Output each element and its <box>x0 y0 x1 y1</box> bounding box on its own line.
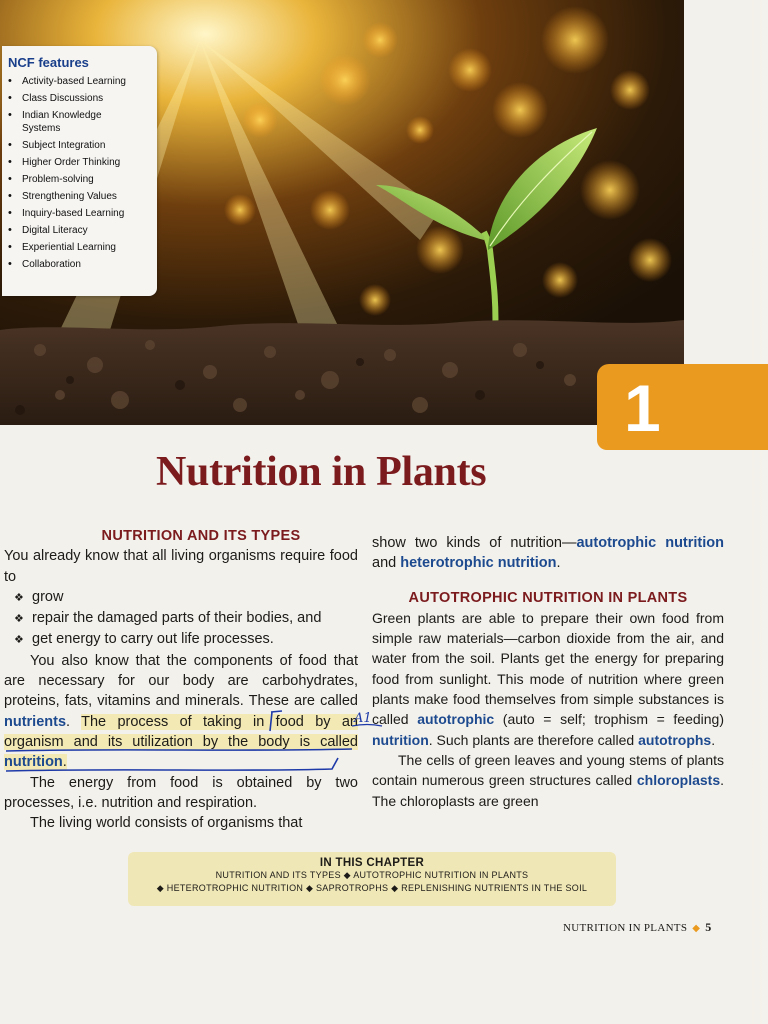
term-nutrients: nutrients <box>4 713 67 730</box>
star-bullet-icon: ❖ <box>14 591 24 604</box>
term-autotrophs: autotrophs <box>638 731 712 748</box>
chapter-number-tab <box>597 364 768 450</box>
term-heterotrophic-nutrition: heterotrophic nutrition <box>400 555 557 572</box>
bullet-item: ❖ grow <box>4 587 358 608</box>
ncf-feature-item: • Indian Knowledge Systems <box>8 109 118 135</box>
chloroplast-paragraph: The cells of green leaves and young stems of plants contain numerous green structures called chloroplasts. The chloroplasts are green <box>372 751 724 809</box>
in-this-chapter-topics: NUTRITION AND ITS TYPES ◆ AUTOTROPHIC NUTRITION IN PLANTS <box>215 870 529 880</box>
ncf-feature-item: • Strengthening Values <box>8 190 157 203</box>
left-column <box>4 526 358 833</box>
in-this-chapter-title: IN THIS CHAPTER <box>319 857 425 869</box>
page-number: 5 <box>705 920 712 934</box>
highlighted-definition: The process of taking in food by an organism and its utilization by the body is called nutrition. <box>4 713 358 771</box>
living-world-paragraph: The living world consists of organisms that <box>30 815 303 832</box>
ncf-feature-item: • Class Discussions <box>8 92 157 105</box>
in-this-chapter-box <box>128 852 616 906</box>
term-nutrition: nutrition <box>372 731 429 748</box>
ncf-feature-item: • Inquiry-based Learning <box>8 207 157 220</box>
star-bullet-icon: ❖ <box>14 613 24 626</box>
autotrophic-paragraph: Green plants are able to prepare their own food from simple raw materials—carbon dioxide from the air, and water from the soil. Plants get the energy for preparing food from sunlight. This mode of nutrition where green plants make food themselves from simple substances is called autotrophic (auto = self; trophism = feeding) nutrition. Such plants are therefore called autotrophs. <box>372 609 724 748</box>
running-title: NUTRITION IN PLANTS <box>563 922 688 934</box>
diamond-icon: ◆ <box>692 923 701 934</box>
right-column <box>372 533 724 811</box>
chapter-title: Nutrition in Plants <box>156 449 487 495</box>
ncf-features-list <box>8 75 157 271</box>
term-autotrophic-nutrition: autotrophic nutrition <box>576 535 725 551</box>
margin-note-a1: A1 <box>354 711 372 726</box>
star-bullet-icon: ❖ <box>14 634 24 647</box>
intro-paragraph: You already know that all living organisms require food to <box>4 548 358 585</box>
ncf-feature-item: • Problem-solving <box>8 173 157 186</box>
section-heading-nutrition-types: NUTRITION AND ITS TYPES <box>101 528 301 544</box>
ncf-features-box <box>2 46 157 296</box>
ncf-feature-item: • Higher Order Thinking <box>8 156 157 169</box>
ncf-feature-item: • Digital Literacy <box>8 224 157 237</box>
ncf-features-title: NCF features <box>8 55 89 70</box>
term-nutrition: nutrition <box>4 754 63 771</box>
term-chloroplasts: chloroplasts <box>636 772 721 789</box>
bullet-item: ❖ repair the damaged parts of their bodies, and <box>4 608 358 629</box>
energy-paragraph: The energy from food is obtained by two processes, i.e. nutrition and respiration. <box>4 774 358 811</box>
ncf-feature-item: • Activity-based Learning <box>8 75 157 88</box>
in-this-chapter-topics: ◆ HETEROTROPHIC NUTRITION ◆ SAPROTROPHS ◆ REPLENISHING NUTRIENTS IN THE SOIL <box>156 883 588 893</box>
page-footer <box>563 920 712 935</box>
term-autotrophic: autotrophic <box>417 711 495 728</box>
nutrients-paragraph: You also know that the components of food that are necessary for our body are carbohydrates, proteins, fats, vitamins and minerals. These are called nutrients. The process of taking in food by an organism and its utilization by the body is called nutrition. <box>4 652 358 771</box>
ncf-feature-item: • Subject Integration <box>8 139 157 152</box>
section-heading-autotrophic: AUTOTROPHIC NUTRITION IN PLANTS <box>408 589 688 606</box>
kinds-paragraph: show two kinds of nutrition—autotrophic nutrition and heterotrophic nutrition. <box>372 535 725 572</box>
ncf-feature-item: • Experiential Learning <box>8 241 157 254</box>
chapter-number: 1 <box>624 371 661 445</box>
bullet-item: ❖ get energy to carry out life processes. <box>4 629 358 650</box>
ncf-feature-item: • Collaboration <box>8 258 157 271</box>
